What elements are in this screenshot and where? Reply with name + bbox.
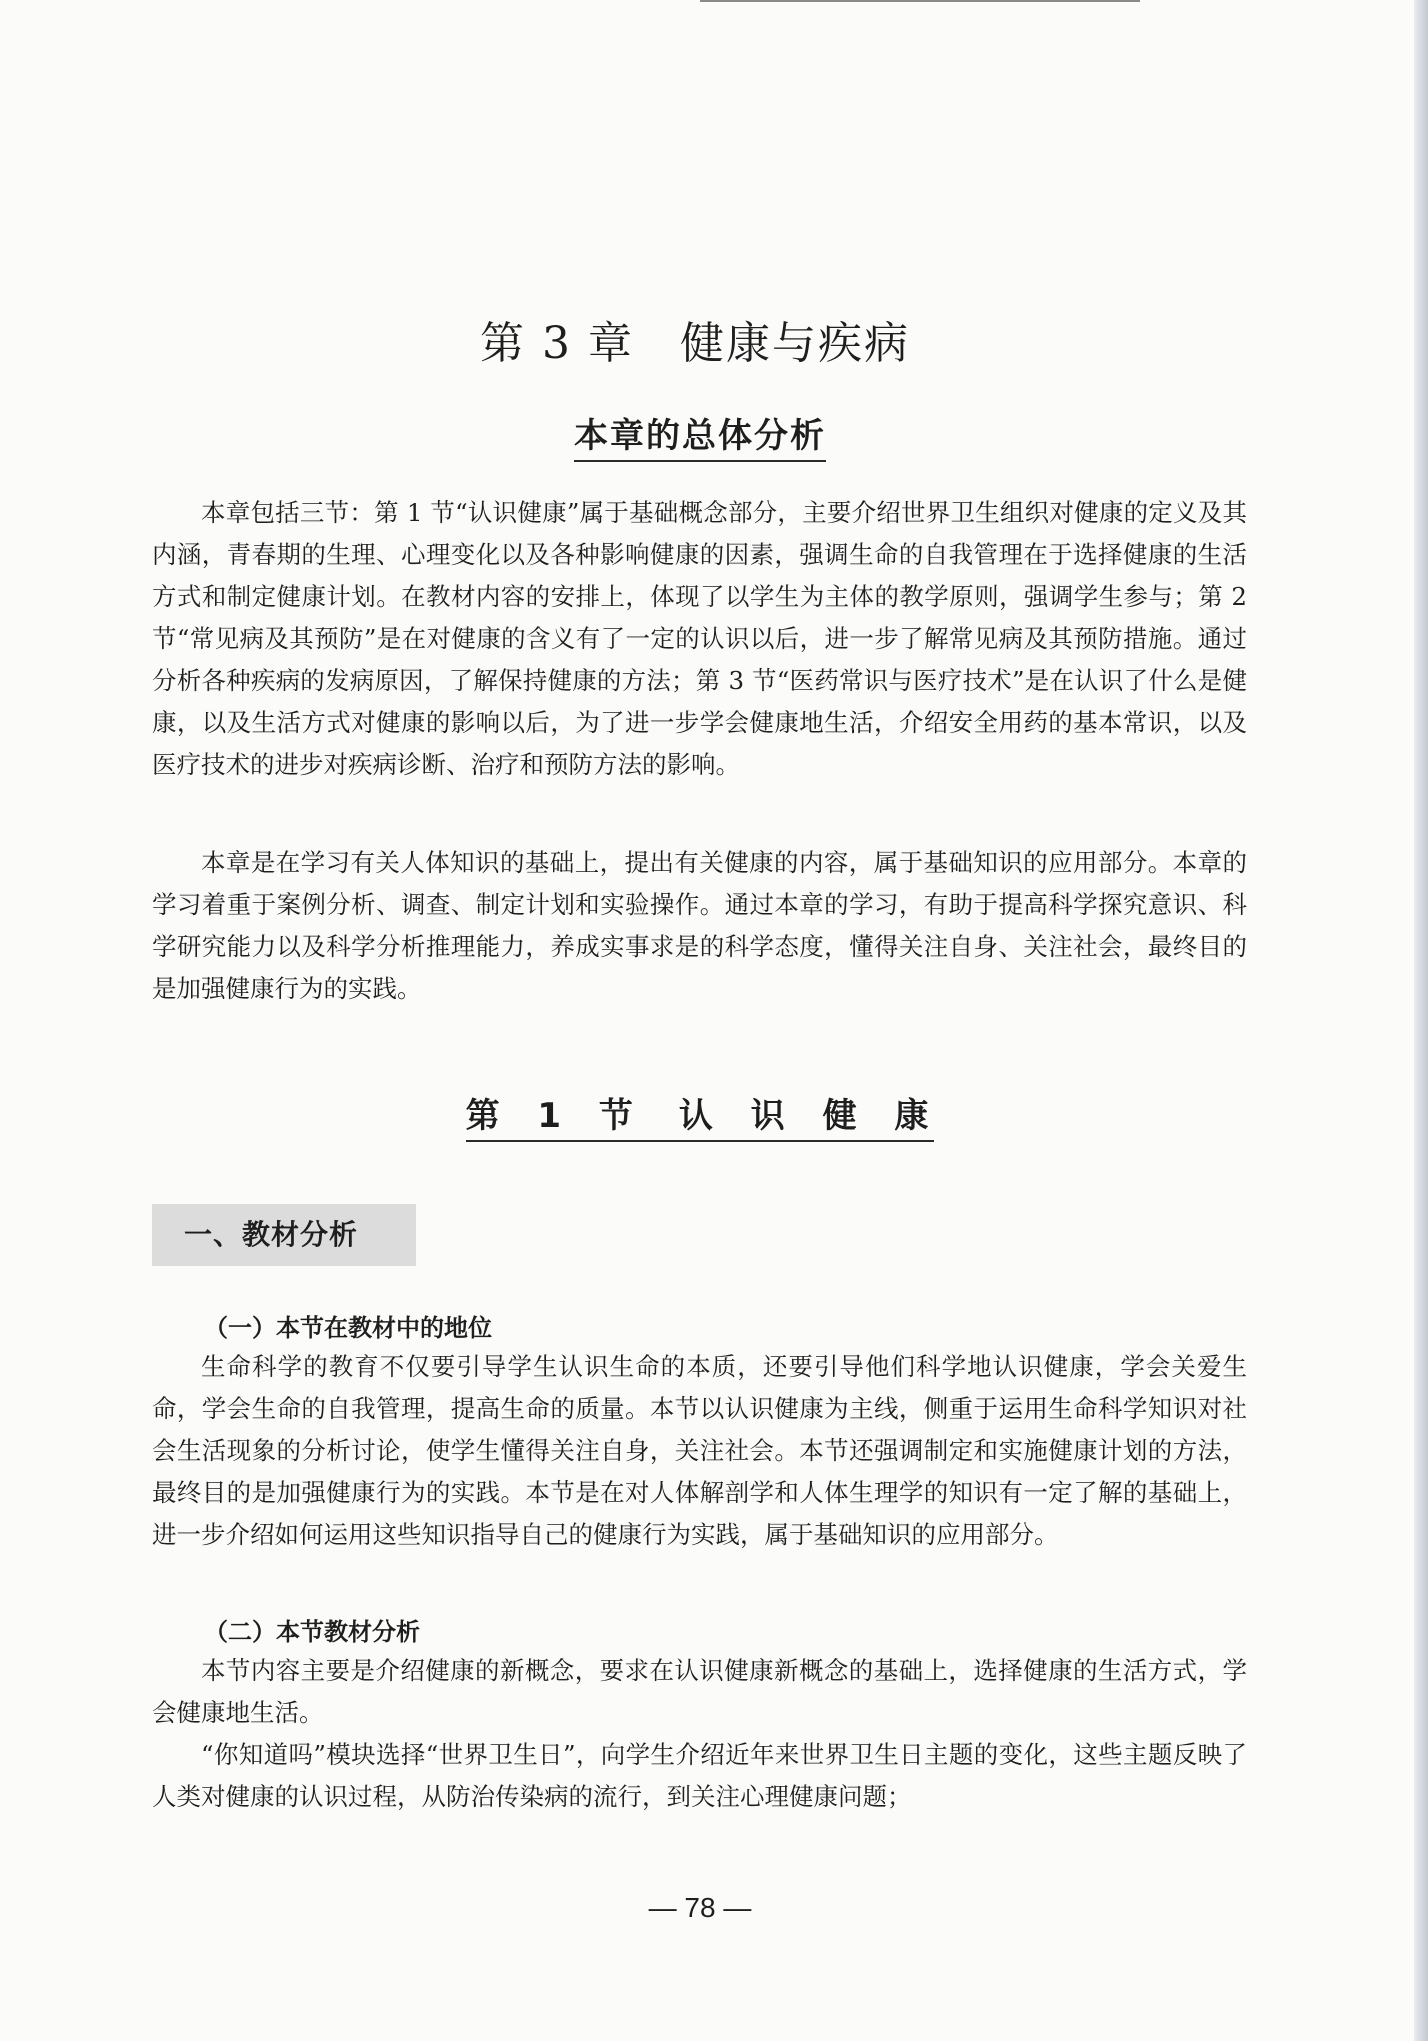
overview-paragraph-1: 本章包括三节：第 1 节“认识健康”属于基础概念部分，主要介绍世界卫生组织对健康的定义及其内涵，青春期的生理、心理变化以及各种影响健康的因素，强调生命的自我管理在于选择健康的生活方式和制定健康计划。在教材内容的安排上，体现了以学生为主体的教学原则，强调学生参与；第 2 节“常见病及其预防”是在对健康的含义有了一定的认识以后，进一步了解常见病及其预防措施。通过分析各种疾病的发病原因，了解保持健康的方法；第 3 节“医药常识与医疗技术”是在认识了什么是健康，以及生活方式对健康的影响以后，为了进一步学会健康地生活，介绍安全用药的基本常识，以及医疗技术的进步对疾病诊断、治疗和预防方法的影响。 — [152, 498, 1247, 779]
subsection-1-paragraph-1: 生命科学的教育不仅要引导学生认识生命的本质，还要引导他们科学地认识健康，学会关爱生命，学会生命的自我管理，提高生命的质量。本节以认识健康为主线，侧重于运用生命科学知识对社会生活现象的分析讨论，使学生懂得关注自身，关注社会。本节还强调制定和实施健康计划的方法，最终目的是加强健康行为的实践。本节是在对人体解剖学和人体生理学的知识有一定了解的基础上，进一步介绍如何运用这些知识指导自己的健康行为实践，属于基础知识的应用部分。 — [152, 1352, 1247, 1549]
overview-title-text: 本章的总体分析 — [574, 416, 826, 462]
scan-edge — [1414, 0, 1428, 2041]
subsection-heading-2: （二）本节教材分析 — [204, 1618, 420, 1646]
overview-paragraph-2: 本章是在学习有关人体知识的基础上，提出有关健康的内容，属于基础知识的应用部分。本章的学习着重于案例分析、调查、制定计划和实验操作。通过本章的学习，有助于提高科学探究意识、科学研究能力以及科学分析推理能力，养成实事求是的科学态度，懂得关注自身、关注社会，最终目的是加强健康行为的实践。 — [152, 848, 1247, 1003]
subsection-2-paragraph-1: 本节内容主要是介绍健康的新概念，要求在认识健康新概念的基础上，选择健康的生活方式，学会健康地生活。 — [152, 1656, 1247, 1727]
part-heading: 一、教材分析 — [152, 1204, 416, 1266]
subsection-heading-1: （一）本节在教材中的地位 — [204, 1314, 492, 1342]
overview-title — [0, 408, 1400, 457]
chapter-title: 第 3 章 健康与疾病 — [480, 318, 910, 370]
page-number: — 78 — — [648, 1892, 752, 1923]
subsection-2-paragraph-2: “你知道吗”模块选择“世界卫生日”，向学生介绍近年来世界卫生日主题的变化，这些主题反映了人类对健康的认识过程，从防治传染病的流行，到关注心理健康问题； — [152, 1740, 1247, 1811]
section-title-text: 第 1 节 认 识 健 康 — [466, 1096, 935, 1142]
scan-top-rule — [700, 0, 1140, 2]
section-title — [0, 1088, 1400, 1137]
